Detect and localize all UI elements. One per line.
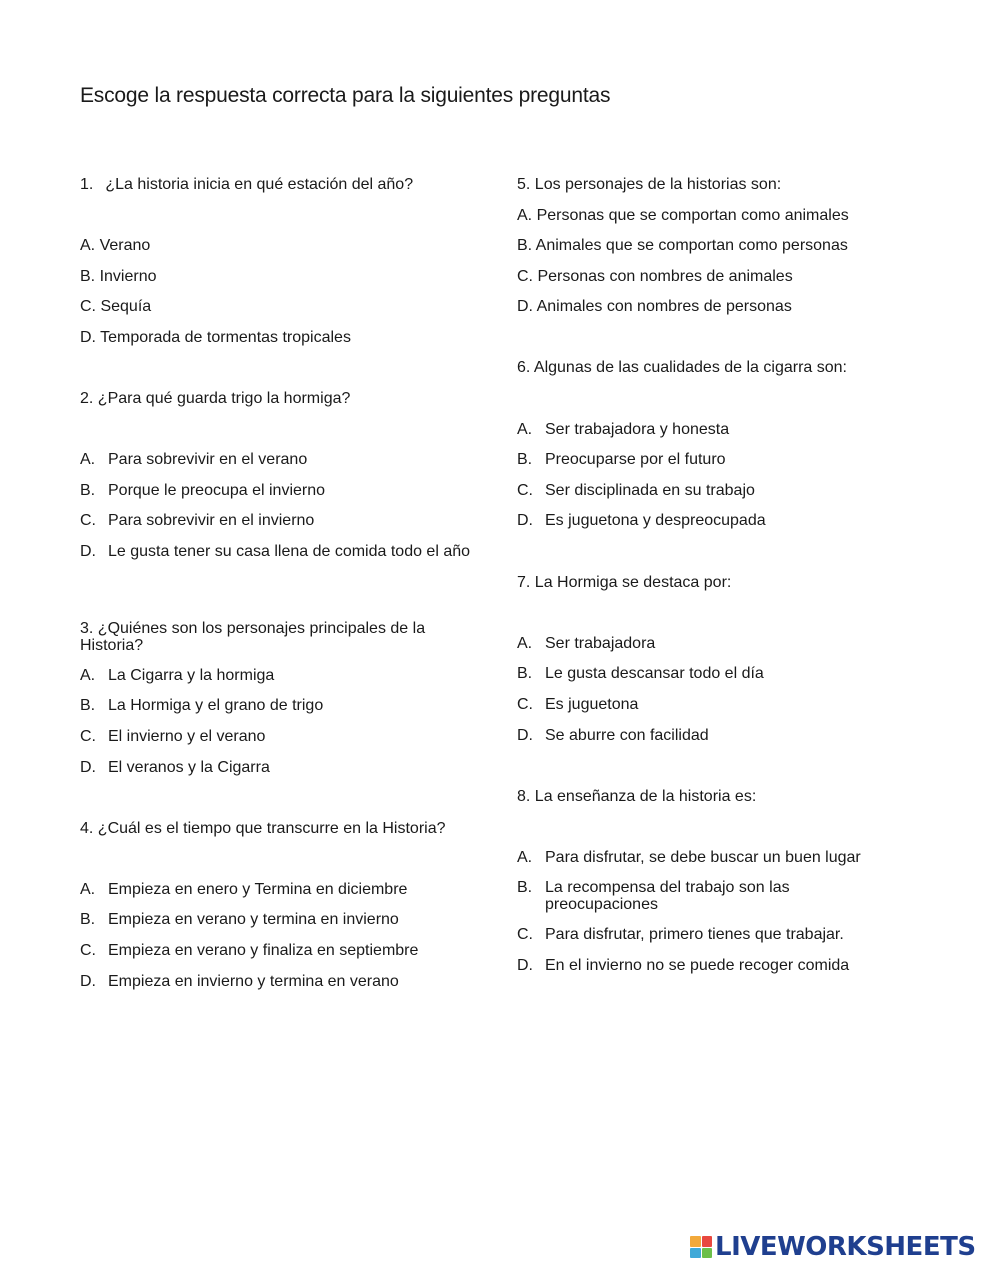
logo-tile-4	[702, 1248, 713, 1259]
logo-tile-1	[690, 1236, 701, 1247]
question-2: 2. ¿Para qué guarda trigo la hormiga?	[80, 390, 351, 407]
logo-tile-2	[702, 1236, 713, 1247]
liveworksheets-logo	[690, 1233, 976, 1261]
question-8: 8. La enseñanza de la historia es:	[517, 788, 757, 805]
logo-tile-3	[690, 1248, 701, 1259]
q5-option-d[interactable]: D. Animales con nombres de personas	[517, 298, 792, 315]
question-4: 4. ¿Cuál es el tiempo que transcurre en la Historia?	[80, 820, 446, 837]
question-3: 3. ¿Quiénes son los personajes principales de la Historia?	[80, 620, 426, 654]
question-1: 1. ¿La historia inicia en qué estación del año?	[80, 176, 414, 193]
q1-option-d[interactable]: D. Temporada de tormentas tropicales	[80, 329, 351, 346]
page-title: Escoge la respuesta correcta para la siguientes preguntas	[80, 84, 611, 107]
liveworksheets-logo-icon	[690, 1236, 712, 1258]
question-6: 6. Algunas de las cualidades de la cigarra son:	[517, 359, 847, 376]
q5-option-a[interactable]: A. Personas que se comportan como animales	[517, 207, 849, 224]
q1-option-b[interactable]: B. Invierno	[80, 268, 157, 285]
q5-option-b[interactable]: B. Animales que se comportan como personas	[517, 237, 848, 254]
q1-option-c[interactable]: C. Sequía	[80, 298, 152, 315]
logo-text: LIVEWORKSHEETS	[715, 1232, 976, 1262]
q5-option-c[interactable]: C. Personas con nombres de animales	[517, 268, 793, 285]
q1-option-a[interactable]: A. Verano	[80, 237, 151, 254]
question-7: 7. La Hormiga se destaca por:	[517, 574, 732, 591]
question-5: 5. Los personajes de la historias son:	[517, 176, 782, 193]
